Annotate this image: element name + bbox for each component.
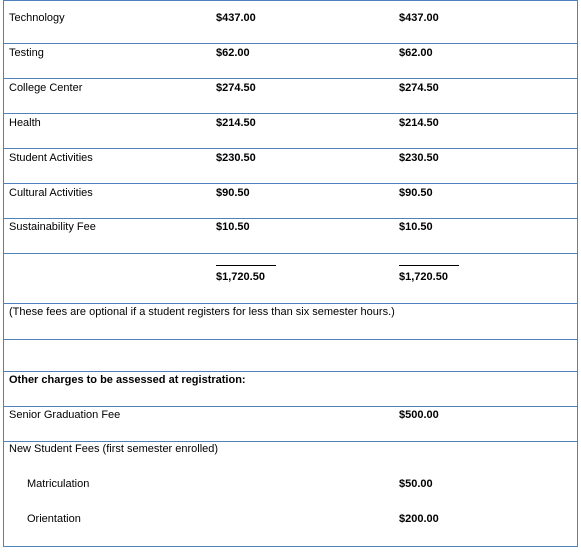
fee-table <box>3 0 578 547</box>
fee-label: Health <box>9 117 41 129</box>
fee-amount-col2: $50.00 <box>399 478 433 490</box>
total-col2: $1,720.50 <box>399 271 448 283</box>
table-row <box>3 184 578 219</box>
total-rule <box>216 265 276 266</box>
table-row <box>3 149 578 184</box>
totals-row <box>3 254 578 304</box>
table-row <box>3 114 578 149</box>
fee-amount-col2: $10.50 <box>399 221 433 233</box>
table-row <box>3 44 578 79</box>
fee-amount-col2: $214.50 <box>399 117 439 129</box>
fee-amount-col2: $437.00 <box>399 12 439 24</box>
table-row <box>3 407 578 442</box>
fee-amount-col2: $230.50 <box>399 152 439 164</box>
fee-amount-col1: $90.50 <box>216 187 250 199</box>
note-row <box>3 304 578 340</box>
fee-amount-col2: $62.00 <box>399 47 433 59</box>
fee-amount-col1: $10.50 <box>216 221 250 233</box>
fee-amount-col1: $437.00 <box>216 12 256 24</box>
fee-label: Orientation <box>27 513 81 525</box>
empty-row <box>3 340 578 372</box>
fee-amount-col2: $500.00 <box>399 409 439 421</box>
total-rule <box>399 265 459 266</box>
table-row <box>3 79 578 114</box>
fee-amount-col2: $90.50 <box>399 187 433 199</box>
fee-amount-col2: $274.50 <box>399 82 439 94</box>
new-student-group <box>3 442 578 547</box>
optional-note: (These fees are optional if a student registers for less than six semester hours.) <box>9 306 395 318</box>
fee-amount-col1: $230.50 <box>216 152 256 164</box>
new-student-label: New Student Fees (first semester enrolled) <box>9 443 219 455</box>
table-row <box>3 0 578 44</box>
other-charges-heading: Other charges to be assessed at registration: <box>9 374 246 386</box>
fee-label: Testing <box>9 47 44 59</box>
total-col1: $1,720.50 <box>216 271 265 283</box>
fee-label: Sustainability Fee <box>9 221 96 233</box>
fee-label: Technology <box>9 12 65 24</box>
fee-amount-col2: $200.00 <box>399 513 439 525</box>
fee-amount-col1: $274.50 <box>216 82 256 94</box>
fee-label: Matriculation <box>27 478 90 490</box>
fee-label: College Center <box>9 82 83 94</box>
fee-amount-col1: $62.00 <box>216 47 250 59</box>
fee-label: Cultural Activities <box>9 187 93 199</box>
table-row <box>3 219 578 254</box>
section-heading-row <box>3 372 578 407</box>
fee-amount-col1: $214.50 <box>216 117 256 129</box>
fee-label: Student Activities <box>9 152 93 164</box>
fee-label: Senior Graduation Fee <box>9 409 121 421</box>
